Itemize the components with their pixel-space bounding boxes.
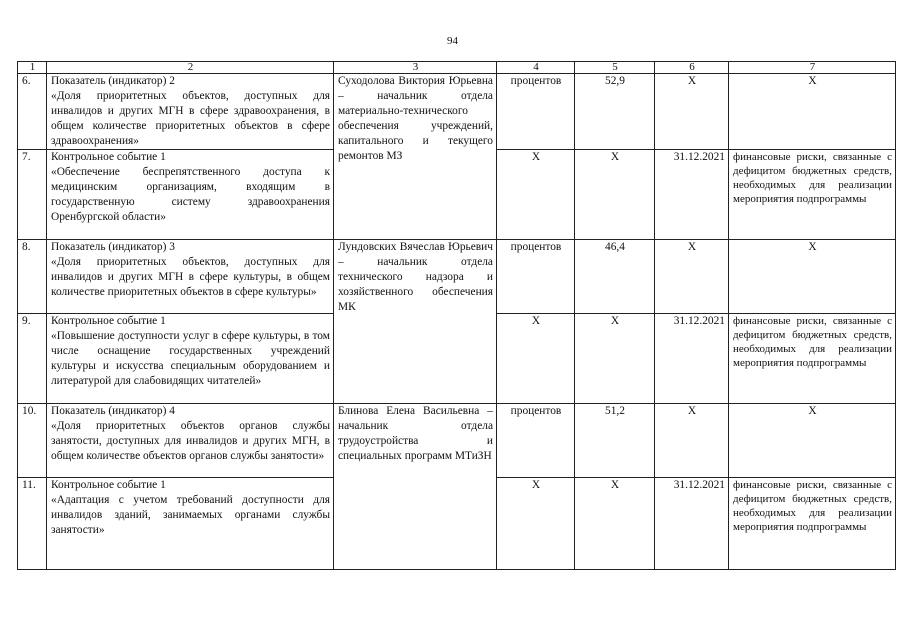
event-title: Контрольное событие 1 [51, 151, 166, 163]
plan-table [17, 61, 896, 570]
row-unit: процентов [497, 404, 575, 478]
row-risk: X [729, 240, 896, 314]
responsible-person: Блинова Елена Васильевна – начальник отдела трудоустройства и специальных программ МТиЗН [334, 404, 497, 570]
row-description [47, 314, 334, 404]
column-header: 6 [655, 62, 729, 74]
column-number-row [18, 62, 896, 74]
row-value: 52,9 [575, 74, 655, 150]
row-description [47, 404, 334, 478]
row-risk: финансовые риски, связанные с дефицитом бюджетных средств, необходимых для реализации мероприятия подпрограммы [729, 478, 896, 570]
table-row [18, 240, 896, 314]
event-text: «Адаптация с учетом требований доступности для инвалидов зданий, занимаемых органами службы занятости» [51, 494, 330, 536]
table-row [18, 74, 896, 150]
row-value: 51,2 [575, 404, 655, 478]
column-header: 1 [18, 62, 47, 74]
row-description [47, 150, 334, 240]
column-header: 7 [729, 62, 896, 74]
page-number: 94 [447, 35, 458, 47]
column-header: 2 [47, 62, 334, 74]
indicator-text: «Доля приоритетных объектов, доступных для инвалидов и других МГН в сфере культуры, в общем количестве приоритетных объектов в сфере культуры» [51, 256, 330, 298]
row-risk: X [729, 74, 896, 150]
row-description [47, 478, 334, 570]
row-date: X [655, 404, 729, 478]
table-row [18, 404, 896, 478]
row-unit: X [497, 314, 575, 404]
row-date: 31.12.2021 [655, 150, 729, 240]
row-number: 9. [18, 314, 47, 404]
row-unit: процентов [497, 240, 575, 314]
row-value: X [575, 314, 655, 404]
indicator-title: Показатель (индикатор) 4 [51, 405, 175, 417]
row-value: X [575, 478, 655, 570]
column-header: 3 [334, 62, 497, 74]
responsible-person: Суходолова Виктория Юрьевна – начальник отдела материально-технического обеспечения учреждений, капитального и текущего ремонтов МЗ [334, 74, 497, 240]
row-risk: финансовые риски, связанные с дефицитом бюджетных средств, необходимых для реализации мероприятия подпрограммы [729, 150, 896, 240]
row-date: 31.12.2021 [655, 478, 729, 570]
event-text: «Повышение доступности услуг в сфере культуры, в том числе оснащение государственных учреждений культуры и искусства специальным оборудованием и литературой для слабовидящих читателей» [51, 330, 330, 387]
row-number: 6. [18, 74, 47, 150]
row-number: 11. [18, 478, 47, 570]
row-description [47, 74, 334, 150]
column-header: 5 [575, 62, 655, 74]
row-value: X [575, 150, 655, 240]
row-risk: X [729, 404, 896, 478]
indicator-text: «Доля приоритетных объектов органов службы занятости, доступных для инвалидов и других МГН, в общем количестве объектов органов службы занятости» [51, 420, 330, 462]
row-description [47, 240, 334, 314]
row-date: 31.12.2021 [655, 314, 729, 404]
row-unit: процентов [497, 74, 575, 150]
event-title: Контрольное событие 1 [51, 315, 166, 327]
row-number: 8. [18, 240, 47, 314]
row-date: X [655, 74, 729, 150]
row-date: X [655, 240, 729, 314]
row-unit: X [497, 478, 575, 570]
row-number: 7. [18, 150, 47, 240]
responsible-person: Лундовских Вячеслав Юрьевич – начальник отдела технического надзора и хозяйственного обеспечения МК [334, 240, 497, 404]
event-text: «Обеспечение беспрепятственного доступа к медицинским организациям, входящим в государственную систему здравоохранения Оренбургской области» [51, 166, 330, 223]
row-number: 10. [18, 404, 47, 478]
indicator-title: Показатель (индикатор) 2 [51, 75, 175, 87]
row-risk: финансовые риски, связанные с дефицитом бюджетных средств, необходимых для реализации мероприятия подпрограммы [729, 314, 896, 404]
indicator-title: Показатель (индикатор) 3 [51, 241, 175, 253]
row-unit: X [497, 150, 575, 240]
column-header: 4 [497, 62, 575, 74]
event-title: Контрольное событие 1 [51, 479, 166, 491]
indicator-text: «Доля приоритетных объектов, доступных для инвалидов и других МГН в сфере здравоохранения, в общем количестве приоритетных объектов в сфере здравоохранения» [51, 90, 330, 147]
row-value: 46,4 [575, 240, 655, 314]
